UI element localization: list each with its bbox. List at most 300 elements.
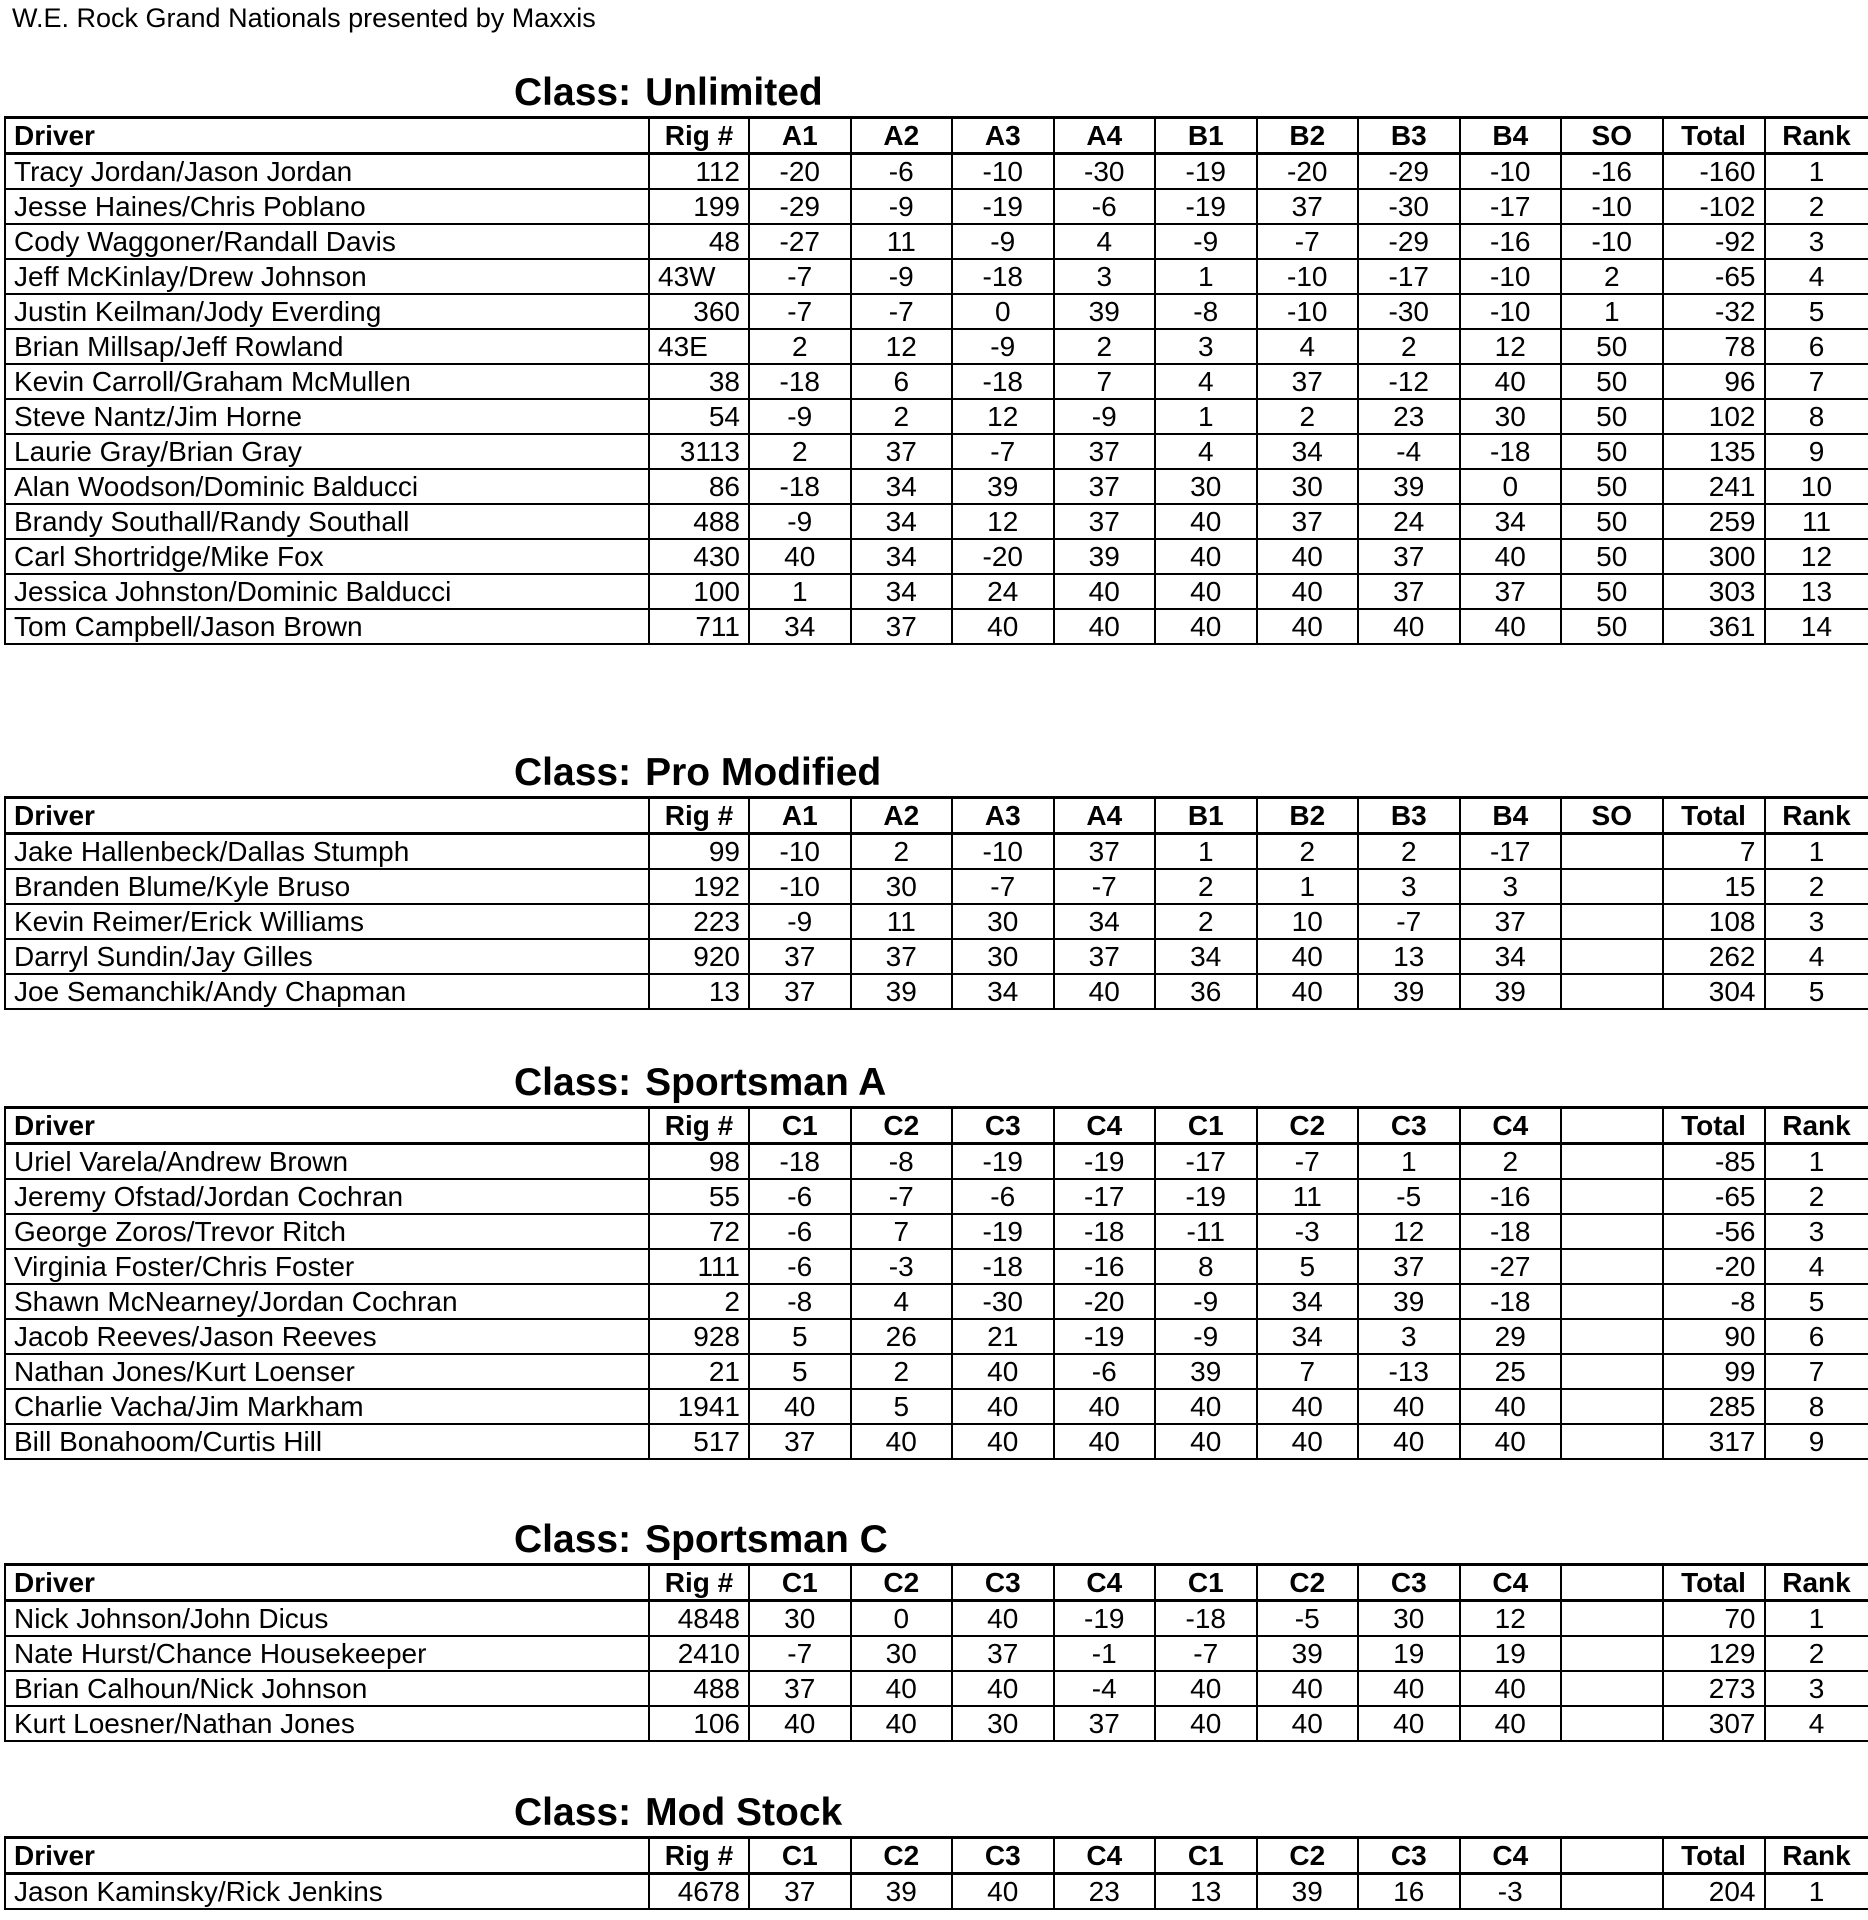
total-cell: 96: [1663, 364, 1765, 399]
score-cell: 37: [1257, 364, 1359, 399]
column-header: [1561, 1108, 1663, 1144]
results-table: [4, 1563, 1868, 1742]
score-cell: 40: [1257, 974, 1359, 1009]
score-cell: -9: [952, 224, 1054, 259]
score-cell: 3: [1358, 1319, 1460, 1354]
score-cell: 0: [851, 1601, 953, 1637]
score-cell: 11: [851, 224, 953, 259]
score-cell: -19: [1155, 189, 1257, 224]
score-cell: 4: [1155, 364, 1257, 399]
driver-cell: Tom Campbell/Jason Brown: [5, 609, 649, 644]
score-cell: 1: [1358, 1144, 1460, 1180]
score-cell: 40: [1155, 1424, 1257, 1459]
score-cell: 2: [749, 434, 851, 469]
table-row: [5, 469, 1868, 504]
table-row: [5, 1249, 1868, 1284]
rig-cell: 38: [649, 364, 749, 399]
table-row: [5, 224, 1868, 259]
score-cell: 2: [1358, 834, 1460, 870]
score-cell: -10: [1460, 294, 1562, 329]
score-cell: -10: [1257, 294, 1359, 329]
rig-cell: 112: [649, 154, 749, 190]
rig-cell: 43W: [649, 259, 749, 294]
total-cell: 78: [1663, 329, 1765, 364]
total-cell: -102: [1663, 189, 1765, 224]
results-table: [4, 1836, 1868, 1910]
score-cell: -18: [1155, 1601, 1257, 1637]
column-header: A3: [952, 118, 1054, 154]
score-cell: [1561, 1354, 1663, 1389]
score-cell: 39: [1257, 1874, 1359, 1910]
driver-cell: Kurt Loesner/Nathan Jones: [5, 1706, 649, 1741]
table-row: [5, 1144, 1868, 1180]
score-cell: -16: [1460, 1179, 1562, 1214]
table-row: [5, 1354, 1868, 1389]
rig-cell: 199: [649, 189, 749, 224]
rig-cell: 21: [649, 1354, 749, 1389]
score-cell: -18: [952, 259, 1054, 294]
score-cell: 39: [1155, 1354, 1257, 1389]
class-title: [514, 1517, 1868, 1563]
score-cell: -17: [1460, 189, 1562, 224]
score-cell: 50: [1561, 609, 1663, 644]
column-header: C1: [749, 1565, 851, 1601]
rig-cell: 48: [649, 224, 749, 259]
score-cell: 7: [851, 1214, 953, 1249]
score-cell: -19: [952, 1214, 1054, 1249]
score-cell: 30: [1155, 469, 1257, 504]
driver-cell: Bill Bonahoom/Curtis Hill: [5, 1424, 649, 1459]
score-cell: [1561, 1874, 1663, 1910]
total-cell: 300: [1663, 539, 1765, 574]
total-cell: 99: [1663, 1354, 1765, 1389]
driver-cell: Kevin Carroll/Graham McMullen: [5, 364, 649, 399]
rank-cell: 4: [1765, 1249, 1868, 1284]
score-cell: -4: [1358, 434, 1460, 469]
score-cell: 40: [1460, 1389, 1562, 1424]
class-section: [4, 750, 1866, 1010]
total-cell: 285: [1663, 1389, 1765, 1424]
score-cell: 21: [952, 1319, 1054, 1354]
rank-cell: 10: [1765, 469, 1868, 504]
score-cell: -9: [851, 189, 953, 224]
score-cell: 39: [1257, 1636, 1359, 1671]
column-header: B4: [1460, 118, 1562, 154]
table-header-row: [5, 798, 1868, 834]
total-cell: 108: [1663, 904, 1765, 939]
score-cell: 40: [1155, 574, 1257, 609]
table-row: [5, 1636, 1868, 1671]
table-row: [5, 904, 1868, 939]
column-header: Rig #: [649, 1838, 749, 1874]
score-cell: 50: [1561, 504, 1663, 539]
rig-cell: 2410: [649, 1636, 749, 1671]
score-cell: 37: [1358, 539, 1460, 574]
score-cell: -6: [952, 1179, 1054, 1214]
score-cell: -18: [1460, 434, 1562, 469]
rig-cell: 192: [649, 869, 749, 904]
table-row: [5, 1706, 1868, 1741]
score-cell: 37: [851, 939, 953, 974]
rank-cell: 2: [1765, 1636, 1868, 1671]
score-cell: -18: [749, 1144, 851, 1180]
score-cell: 34: [1460, 504, 1562, 539]
score-cell: 40: [1155, 539, 1257, 574]
score-cell: -9: [749, 504, 851, 539]
column-header: C3: [1358, 1838, 1460, 1874]
column-header: C1: [749, 1838, 851, 1874]
column-header: [1561, 1565, 1663, 1601]
score-cell: 37: [749, 1874, 851, 1910]
rank-cell: 3: [1765, 904, 1868, 939]
score-cell: -7: [1257, 224, 1359, 259]
column-header: Total: [1663, 798, 1765, 834]
column-header: C3: [1358, 1565, 1460, 1601]
score-cell: 40: [1155, 1671, 1257, 1706]
score-cell: 40: [952, 1601, 1054, 1637]
score-cell: 37: [1257, 189, 1359, 224]
score-cell: -1: [1054, 1636, 1156, 1671]
total-cell: 241: [1663, 469, 1765, 504]
score-cell: -18: [749, 364, 851, 399]
table-row: [5, 1179, 1868, 1214]
driver-cell: Brian Calhoun/Nick Johnson: [5, 1671, 649, 1706]
score-cell: [1561, 834, 1663, 870]
score-cell: -7: [851, 1179, 953, 1214]
score-cell: -18: [1460, 1284, 1562, 1319]
column-header: A1: [749, 118, 851, 154]
score-cell: 7: [1054, 364, 1156, 399]
score-cell: 39: [1054, 539, 1156, 574]
score-cell: 2: [851, 399, 953, 434]
results-table: [4, 116, 1868, 645]
column-header: Rank: [1765, 1565, 1868, 1601]
driver-cell: Carl Shortridge/Mike Fox: [5, 539, 649, 574]
score-cell: 1: [1155, 399, 1257, 434]
score-cell: 40: [1358, 1671, 1460, 1706]
score-cell: 50: [1561, 364, 1663, 399]
score-cell: 3: [1155, 329, 1257, 364]
score-cell: 34: [1257, 1319, 1359, 1354]
column-header: Rig #: [649, 118, 749, 154]
column-header: C3: [952, 1108, 1054, 1144]
column-header: B2: [1257, 798, 1359, 834]
score-cell: 23: [1054, 1874, 1156, 1910]
driver-cell: Jeremy Ofstad/Jordan Cochran: [5, 1179, 649, 1214]
driver-cell: Tracy Jordan/Jason Jordan: [5, 154, 649, 190]
driver-cell: Charlie Vacha/Jim Markham: [5, 1389, 649, 1424]
driver-cell: Steve Nantz/Jim Horne: [5, 399, 649, 434]
score-cell: 16: [1358, 1874, 1460, 1910]
rig-cell: 54: [649, 399, 749, 434]
total-cell: -56: [1663, 1214, 1765, 1249]
score-cell: -16: [1054, 1249, 1156, 1284]
column-header: C2: [1257, 1565, 1359, 1601]
score-cell: -18: [1460, 1214, 1562, 1249]
score-cell: 37: [749, 974, 851, 1009]
score-cell: [1561, 1389, 1663, 1424]
score-cell: -9: [749, 904, 851, 939]
rig-cell: 223: [649, 904, 749, 939]
score-cell: -30: [1358, 189, 1460, 224]
table-row: [5, 974, 1868, 1009]
column-header: A2: [851, 118, 953, 154]
score-cell: -5: [1257, 1601, 1359, 1637]
score-cell: -3: [851, 1249, 953, 1284]
score-cell: 13: [1155, 1874, 1257, 1910]
score-cell: -13: [1358, 1354, 1460, 1389]
score-cell: 39: [1054, 294, 1156, 329]
table-row: [5, 834, 1868, 870]
score-cell: -27: [1460, 1249, 1562, 1284]
score-cell: -29: [1358, 154, 1460, 190]
score-cell: 23: [1358, 399, 1460, 434]
score-cell: 40: [952, 1671, 1054, 1706]
score-cell: 50: [1561, 399, 1663, 434]
score-cell: 30: [1358, 1601, 1460, 1637]
class-label: Class:: [514, 1791, 632, 1834]
score-cell: [1561, 939, 1663, 974]
column-header: Total: [1663, 118, 1765, 154]
rank-cell: 3: [1765, 1671, 1868, 1706]
score-cell: -10: [1257, 259, 1359, 294]
rank-cell: 3: [1765, 224, 1868, 259]
rank-cell: 4: [1765, 1706, 1868, 1741]
column-header: A4: [1054, 118, 1156, 154]
class-title: [514, 750, 1868, 796]
score-cell: -7: [952, 434, 1054, 469]
score-cell: 5: [749, 1354, 851, 1389]
score-cell: 40: [1054, 974, 1156, 1009]
rig-cell: 928: [649, 1319, 749, 1354]
column-header: C1: [1155, 1108, 1257, 1144]
rank-cell: 12: [1765, 539, 1868, 574]
score-cell: 40: [1257, 939, 1359, 974]
column-header: A4: [1054, 798, 1156, 834]
total-cell: -92: [1663, 224, 1765, 259]
score-cell: 34: [851, 574, 953, 609]
driver-cell: Jessica Johnston/Dominic Balducci: [5, 574, 649, 609]
score-cell: 4: [1054, 224, 1156, 259]
driver-cell: Nathan Jones/Kurt Loenser: [5, 1354, 649, 1389]
score-cell: 29: [1460, 1319, 1562, 1354]
table-row: [5, 294, 1868, 329]
score-cell: 40: [952, 1874, 1054, 1910]
score-cell: 37: [1054, 504, 1156, 539]
score-cell: 5: [851, 1389, 953, 1424]
score-cell: -18: [952, 1249, 1054, 1284]
score-cell: 40: [1257, 539, 1359, 574]
score-cell: -17: [1054, 1179, 1156, 1214]
class-name: Unlimited: [645, 71, 823, 114]
score-cell: -30: [1358, 294, 1460, 329]
column-header: A1: [749, 798, 851, 834]
table-row: [5, 259, 1868, 294]
score-cell: [1561, 904, 1663, 939]
column-header: Total: [1663, 1838, 1765, 1874]
score-cell: 37: [851, 609, 953, 644]
score-cell: 37: [952, 1636, 1054, 1671]
score-cell: [1561, 1671, 1663, 1706]
column-header: Driver: [5, 118, 649, 154]
score-cell: -10: [1561, 189, 1663, 224]
score-cell: -20: [1054, 1284, 1156, 1319]
score-cell: 34: [851, 539, 953, 574]
score-cell: 0: [1460, 469, 1562, 504]
score-cell: -30: [952, 1284, 1054, 1319]
column-header: C4: [1460, 1838, 1562, 1874]
score-cell: 12: [851, 329, 953, 364]
score-cell: -7: [952, 869, 1054, 904]
score-cell: 2: [1561, 259, 1663, 294]
score-cell: [1561, 1284, 1663, 1319]
score-cell: 30: [1460, 399, 1562, 434]
score-cell: 40: [1358, 609, 1460, 644]
column-header: B4: [1460, 798, 1562, 834]
rank-cell: 1: [1765, 1874, 1868, 1910]
score-cell: 30: [952, 1706, 1054, 1741]
rank-cell: 6: [1765, 1319, 1868, 1354]
column-header: C2: [851, 1108, 953, 1144]
score-cell: 30: [952, 904, 1054, 939]
total-cell: -65: [1663, 1179, 1765, 1214]
rig-cell: 2: [649, 1284, 749, 1319]
score-cell: 4: [1155, 434, 1257, 469]
rig-cell: 360: [649, 294, 749, 329]
score-cell: 37: [851, 434, 953, 469]
column-header: Total: [1663, 1108, 1765, 1144]
rank-cell: 11: [1765, 504, 1868, 539]
column-header: Total: [1663, 1565, 1765, 1601]
score-cell: 34: [1054, 904, 1156, 939]
score-cell: -4: [1054, 1671, 1156, 1706]
total-cell: -32: [1663, 294, 1765, 329]
rank-cell: 4: [1765, 259, 1868, 294]
table-header-row: [5, 1565, 1868, 1601]
rank-cell: 9: [1765, 434, 1868, 469]
score-cell: -19: [1054, 1144, 1156, 1180]
driver-cell: Alan Woodson/Dominic Balducci: [5, 469, 649, 504]
driver-cell: Joe Semanchik/Andy Chapman: [5, 974, 649, 1009]
rig-cell: 100: [649, 574, 749, 609]
driver-cell: Brandy Southall/Randy Southall: [5, 504, 649, 539]
rig-cell: 488: [649, 504, 749, 539]
rig-cell: 430: [649, 539, 749, 574]
score-cell: 2: [1155, 869, 1257, 904]
score-cell: 2: [1155, 904, 1257, 939]
column-header: C4: [1054, 1565, 1156, 1601]
driver-cell: Brian Millsap/Jeff Rowland: [5, 329, 649, 364]
score-cell: -17: [1460, 834, 1562, 870]
column-header: SO: [1561, 798, 1663, 834]
rank-cell: 5: [1765, 1284, 1868, 1319]
driver-cell: Shawn McNearney/Jordan Cochran: [5, 1284, 649, 1319]
driver-cell: Uriel Varela/Andrew Brown: [5, 1144, 649, 1180]
score-cell: 40: [851, 1424, 953, 1459]
rank-cell: 1: [1765, 1144, 1868, 1180]
class-name: Sportsman C: [645, 1518, 888, 1561]
score-cell: 39: [1460, 974, 1562, 1009]
total-cell: -8: [1663, 1284, 1765, 1319]
score-cell: 40: [1257, 1389, 1359, 1424]
score-cell: 37: [749, 1424, 851, 1459]
table-header-row: [5, 1108, 1868, 1144]
score-cell: 40: [1054, 1389, 1156, 1424]
column-header: SO: [1561, 118, 1663, 154]
score-cell: 40: [1460, 539, 1562, 574]
class-label: Class:: [514, 71, 632, 114]
class-section: [4, 1060, 1866, 1460]
score-cell: -9: [1155, 1319, 1257, 1354]
score-cell: 34: [851, 504, 953, 539]
class-title: [514, 1060, 1868, 1106]
score-cell: 37: [1054, 469, 1156, 504]
column-header: Rank: [1765, 798, 1868, 834]
total-cell: -65: [1663, 259, 1765, 294]
score-cell: -10: [1460, 154, 1562, 190]
rig-cell: 920: [649, 939, 749, 974]
driver-cell: Jason Kaminsky/Rick Jenkins: [5, 1874, 649, 1910]
class-name: Pro Modified: [645, 751, 882, 794]
score-cell: 37: [1054, 939, 1156, 974]
score-cell: -6: [1054, 189, 1156, 224]
table-row: [5, 1389, 1868, 1424]
class-section: [4, 1790, 1866, 1910]
score-cell: -16: [1460, 224, 1562, 259]
column-header: C4: [1460, 1108, 1562, 1144]
rig-cell: 13: [649, 974, 749, 1009]
score-cell: 40: [851, 1671, 953, 1706]
table-row: [5, 364, 1868, 399]
score-cell: -10: [749, 834, 851, 870]
score-cell: -10: [1460, 259, 1562, 294]
total-cell: -20: [1663, 1249, 1765, 1284]
score-cell: 25: [1460, 1354, 1562, 1389]
score-cell: 39: [1358, 469, 1460, 504]
score-cell: 40: [1460, 609, 1562, 644]
score-cell: 40: [1155, 1706, 1257, 1741]
score-cell: 40: [1460, 1671, 1562, 1706]
total-cell: 303: [1663, 574, 1765, 609]
rig-cell: 55: [649, 1179, 749, 1214]
score-cell: 40: [749, 1389, 851, 1424]
score-cell: -17: [1358, 259, 1460, 294]
score-cell: 11: [1257, 1179, 1359, 1214]
score-cell: [1561, 974, 1663, 1009]
rig-cell: 86: [649, 469, 749, 504]
score-cell: 30: [1257, 469, 1359, 504]
score-cell: -7: [1155, 1636, 1257, 1671]
score-cell: [1561, 1214, 1663, 1249]
column-header: Driver: [5, 1108, 649, 1144]
score-cell: -19: [1155, 1179, 1257, 1214]
score-cell: 30: [952, 939, 1054, 974]
score-cell: 50: [1561, 539, 1663, 574]
column-header: B3: [1358, 798, 1460, 834]
score-cell: 2: [1257, 399, 1359, 434]
driver-cell: Cody Waggoner/Randall Davis: [5, 224, 649, 259]
score-cell: -19: [952, 1144, 1054, 1180]
score-cell: 30: [749, 1601, 851, 1637]
score-cell: 40: [1460, 364, 1562, 399]
class-name: Mod Stock: [645, 1791, 843, 1834]
rank-cell: 14: [1765, 609, 1868, 644]
score-cell: -7: [1257, 1144, 1359, 1180]
score-cell: 0: [952, 294, 1054, 329]
score-cell: 1: [1155, 834, 1257, 870]
rig-cell: 99: [649, 834, 749, 870]
column-header: C1: [1155, 1838, 1257, 1874]
